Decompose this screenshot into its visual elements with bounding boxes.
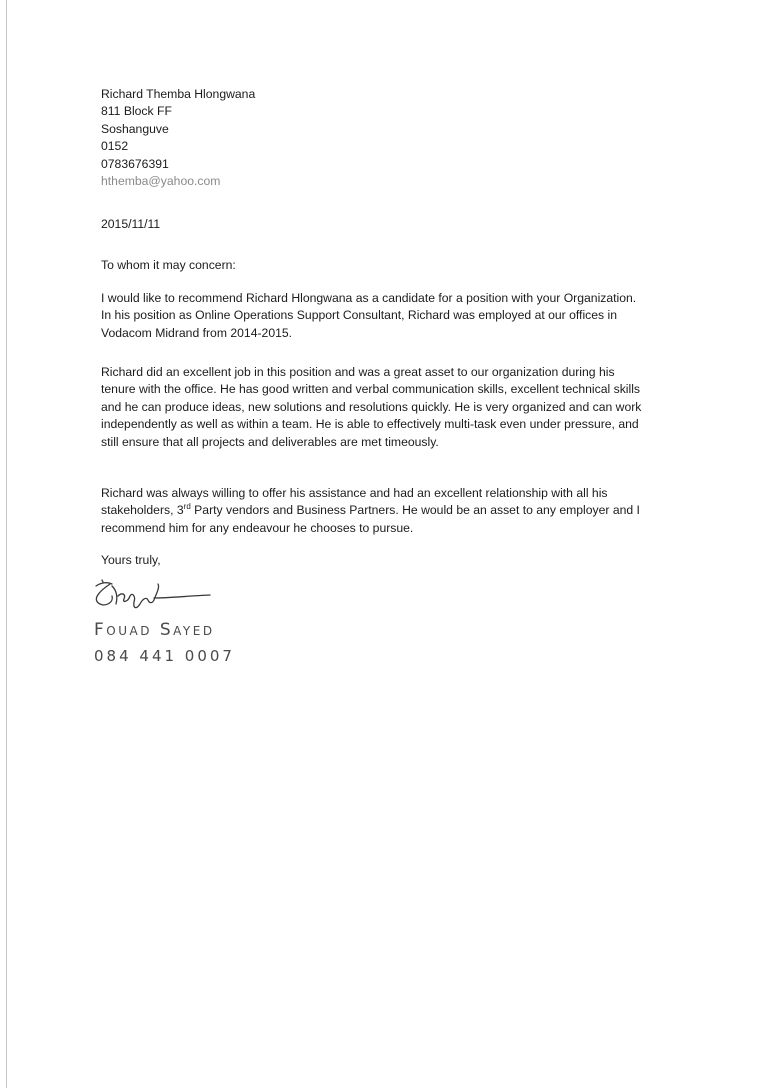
sender-name: Richard Themba Hlongwana xyxy=(101,87,256,101)
paragraph-fragment: stakeholders, 3 xyxy=(101,503,184,518)
paragraph-line: and he can produce ideas, new solutions and resolutions quickly. He is very organized and can work xyxy=(101,399,642,414)
signatory-name: Fouad Sayed xyxy=(94,620,215,640)
sender-email: hthemba@yahoo.com xyxy=(101,174,221,189)
paragraph-fragment: Party vendors and Business Partners. He would be an asset to any employer and I xyxy=(190,503,640,518)
paragraph-line: independently as well as within a team. He is able to effectively multi-task even under pressure, and xyxy=(101,417,639,432)
signatory-phone: 084 441 0007 xyxy=(94,647,235,665)
paragraph-line: still ensure that all projects and deliverables are met timeously. xyxy=(101,434,439,449)
sender-phone: 0783676391 xyxy=(101,156,169,171)
signature-stroke xyxy=(102,580,103,582)
signature-stroke xyxy=(96,584,112,605)
paragraph-line: recommend him for any endeavour he chooses to pursue. xyxy=(101,520,414,535)
letter-date: 2015/11/11 xyxy=(101,217,161,231)
paragraph-line: Richard was always willing to offer his assistance and had an excellent relationship with all his xyxy=(101,486,608,500)
sender-suburb: Soshanguve xyxy=(101,121,169,136)
sender-address xyxy=(101,86,255,190)
closing: Yours truly, xyxy=(101,553,161,567)
paragraph-line: I would like to recommend Richard Hlongwana as a candidate for a position with your Organization. xyxy=(101,291,637,305)
signature-stroke xyxy=(112,586,117,604)
paragraph-line: Vodacom Midrand from 2014-2015. xyxy=(101,325,293,340)
paragraph-line: Richard did an excellent job in this position and was a great asset to our organization during his xyxy=(101,365,615,379)
paragraph-line: In his position as Online Operations Support Consultant, Richard was employed at our offices in xyxy=(101,308,617,323)
ordinal-suffix: rd xyxy=(183,502,191,512)
handwritten-signature xyxy=(88,574,218,614)
sender-postal-code: 0152 xyxy=(101,139,129,154)
sender-street: 811 Block FF xyxy=(101,104,172,119)
paragraph-3 xyxy=(101,485,681,537)
page-edge-line xyxy=(6,0,7,1088)
paragraph-2 xyxy=(101,364,681,451)
signature-stroke xyxy=(118,584,159,608)
paragraph-1 xyxy=(101,290,681,342)
salutation: To whom it may concern: xyxy=(101,258,236,272)
signature-stroke xyxy=(154,595,210,598)
paragraph-line: tenure with the office. He has good written and verbal communication skills, excellent technical skills xyxy=(101,382,640,397)
paragraph-line xyxy=(101,502,681,519)
